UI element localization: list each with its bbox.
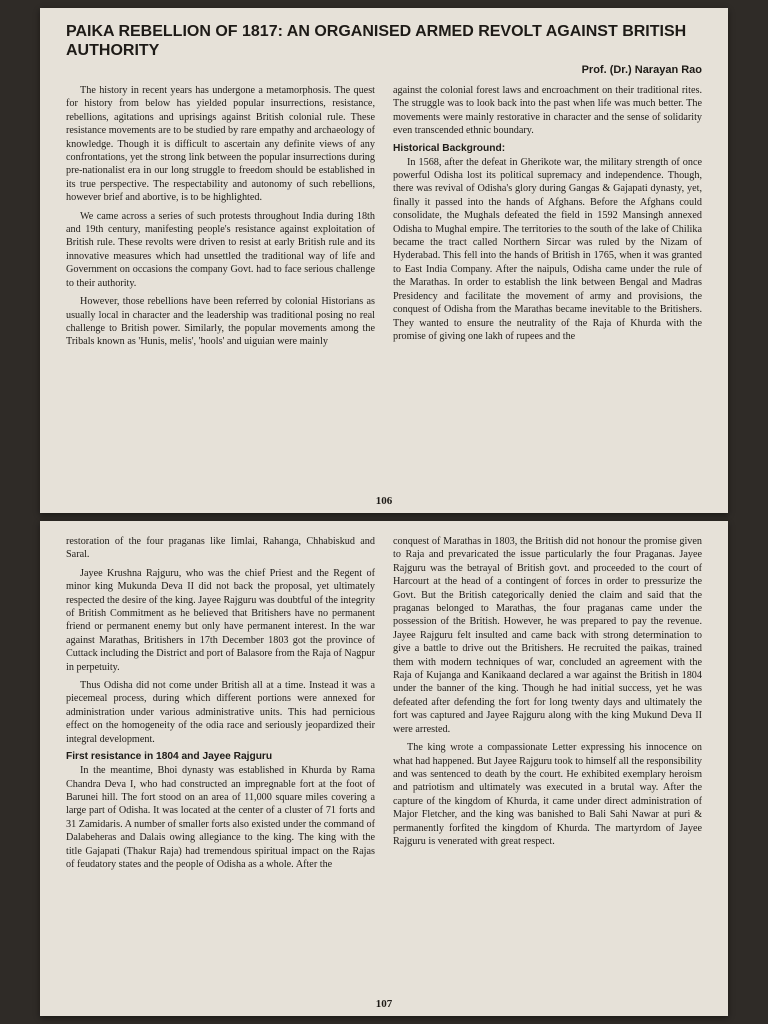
paragraph: Jayee Krushna Rajguru, who was the chief Priest and the Regent of minor king Mukunda Deva II did not back the proposal, yet ultimately respected the desire of the king. Jayee Rajguru was doubtful of the integrity of British Commitment as he believed that Britishers have no permanent friend or permanent enemy but only have permanent interest. In the war against Marathas, Britishers in 17th December 1803 got the province of Cuttack including the District and port of Balasore from the Raja of Nagpur in perpetuity. [66,567,375,673]
paragraph: However, those rebellions have been referred by colonial Historians as usually local in character and the leadership was traditional posing no real challenge to British power. Similarly, the popular movements among the Tribals known as 'Hunis, melis', 'hools' and uiguian were mainly [66,296,375,348]
column-right [393,84,702,354]
column-left [66,535,375,876]
paragraph: Thus Odisha did not come under British all at a time. Instead it was a piecemeal process, during which different portions were annexed for administration under various administrative units. This had pernicious effect on the homogeneity of the odia race and seriously jeopardized their integral development. [66,680,375,745]
section-heading: First resistance in 1804 and Jayee Rajguru [66,751,273,763]
paragraph: The king wrote a compassionate Letter expressing his innocence on what had happened. But Jayee Rajguru took to himself all the responsibility and was sentenced to death by the court. He exhibited exemplary heroism and patriotism and ultimately was executed in a brutal way. After the capture of the kingdom of Khurda, it came under direct administration of Major Fletcher, and the king was banished to Bali Sahi Nawar at puri & permanently forfited the kingdom of Khurda. The martyrdom of Jayee Rajguru is venerated with great respect. [393,742,702,847]
paragraph: restoration of the four praganas like Iimlai, Rahanga, Chhabiskud and Saral. [66,536,375,561]
paragraph: The history in recent years has undergone a metamorphosis. The quest for history from below has yielded popular insurrections, resistance, rebellions, agitations and uprisings against British colonial rule. These resistance movements are to be studied by rare empathy and archaeology of knowledge. Though it is difficult to ascertain any definite views of any confrontations, yet the strong link between the popular insurrections during pre-nationalist era in our long struggle to freedom should be established in its true perspective. The respectability and autonomy of such rebellions, however brief and abortive, is to be highlighted. [66,85,375,204]
page-106 [40,8,728,513]
paragraph: against the colonial forest laws and encroachment on their traditional rites. The struggle was to look back into the past when life was much better. The movements were mainly restorative in character and the sense of solidarity even transcended ethnic boundary. [393,85,702,137]
article-title: PAIKA REBELLION OF 1817: AN ORGANISED ARMED REVOLT AGAINST BRITISH AUTHORITY [66,23,687,59]
page-number: 106 [375,495,393,507]
column-left [66,84,375,354]
author-line: Prof. (Dr.) Narayan Rao [581,64,702,76]
page-107 [40,521,728,1016]
paragraph: conquest of Marathas in 1803, the British did not honour the promise given to Raja and prevaricated the issue particularly the four Praganas. Jayee Rajguru was the betrayal of British govt. and proceeded to the court of Harcourt at the head of a contingent of forces in order to pressurize the Govt. But the British categorically denied the claim and said that the praganas belonged to Marathas, the four praganas came under the possession of the British. However, he was prepared to pay the revenue. Jayee Rajguru felt insulted and came back with strong determination to give a battle to drive out the Britishers. He recruited the paikas, trained them with modern techniques of war, concluded an agreement with the Raja of Kujanga and Kanikaand declared a war against the British in 1804 under the banner of the king. Though he had initial success, yet he was defeated after defending the fort for long twenty days and ultimately the fort was captured and Jayee Rajguru along with the king Mukund Deva II were arrested. [393,536,702,735]
column-right [393,535,702,876]
text-columns [66,84,702,354]
section-heading: Historical Background: [393,142,506,154]
paragraph: In 1568, after the defeat in Gherikote war, the military strength of once powerful Odisha lost its political supremacy and independence. Though, there was revival of Odisha's glory during Gangas & Gajapati dynasty, yet, finally it passed into the hands of Afghans. Before the Afghans could consolidate, the Mughals defeated the field in 1592 Mansingh annexed Odisha to Mughal empire. The territories to the south of the lake of Chilika became the tract called Northern Sircar was ruled by the Nizam of Hyderabad. This fell into the hands of British in 1765, when it was granted to East India Company. After the naipuls, Odisha came under the rule of the Marathas. In order to establish the link between Bengal and Madras Presidency and facilitate the movement of army and provisions, the conquest of Odisha from the Marathas became inevitable to the Britishers. They wanted to ensure the neutrality of the Raja of Khurda with the promise of giving one lakh of rupees and the [393,156,702,342]
page-number: 107 [375,998,393,1010]
paragraph: We came across a series of such protests throughout India during 18th and 19th century, manifesting people's resistance against exploitation of British rule. These revolts were driven to resist at early British rule and its innovative measures which had unsettled the traditional way of life and Government on occasions the company Govt. had to face serious challenge to their authority. [66,210,375,289]
text-columns [66,535,702,876]
paragraph: In the meantime, Bhoi dynasty was established in Khurda by Rama Chandra Deva I, who had constructed an impregnable fort at the foot of Barunei hill. The fort stood on an area of 11,000 square miles covering a large part of Odisha. It was located at the center of a cluster of 71 forts and 31 Zamidaris. A number of smaller forts also existed under the command of Dalabeheras and Dalais owing allegiance to the king. The king with the title Gajapati (Thakur Raja) had tremendous spiritual impact on the Rajas of feudatory states and the people of Odisha as a whole. After the [66,765,375,870]
